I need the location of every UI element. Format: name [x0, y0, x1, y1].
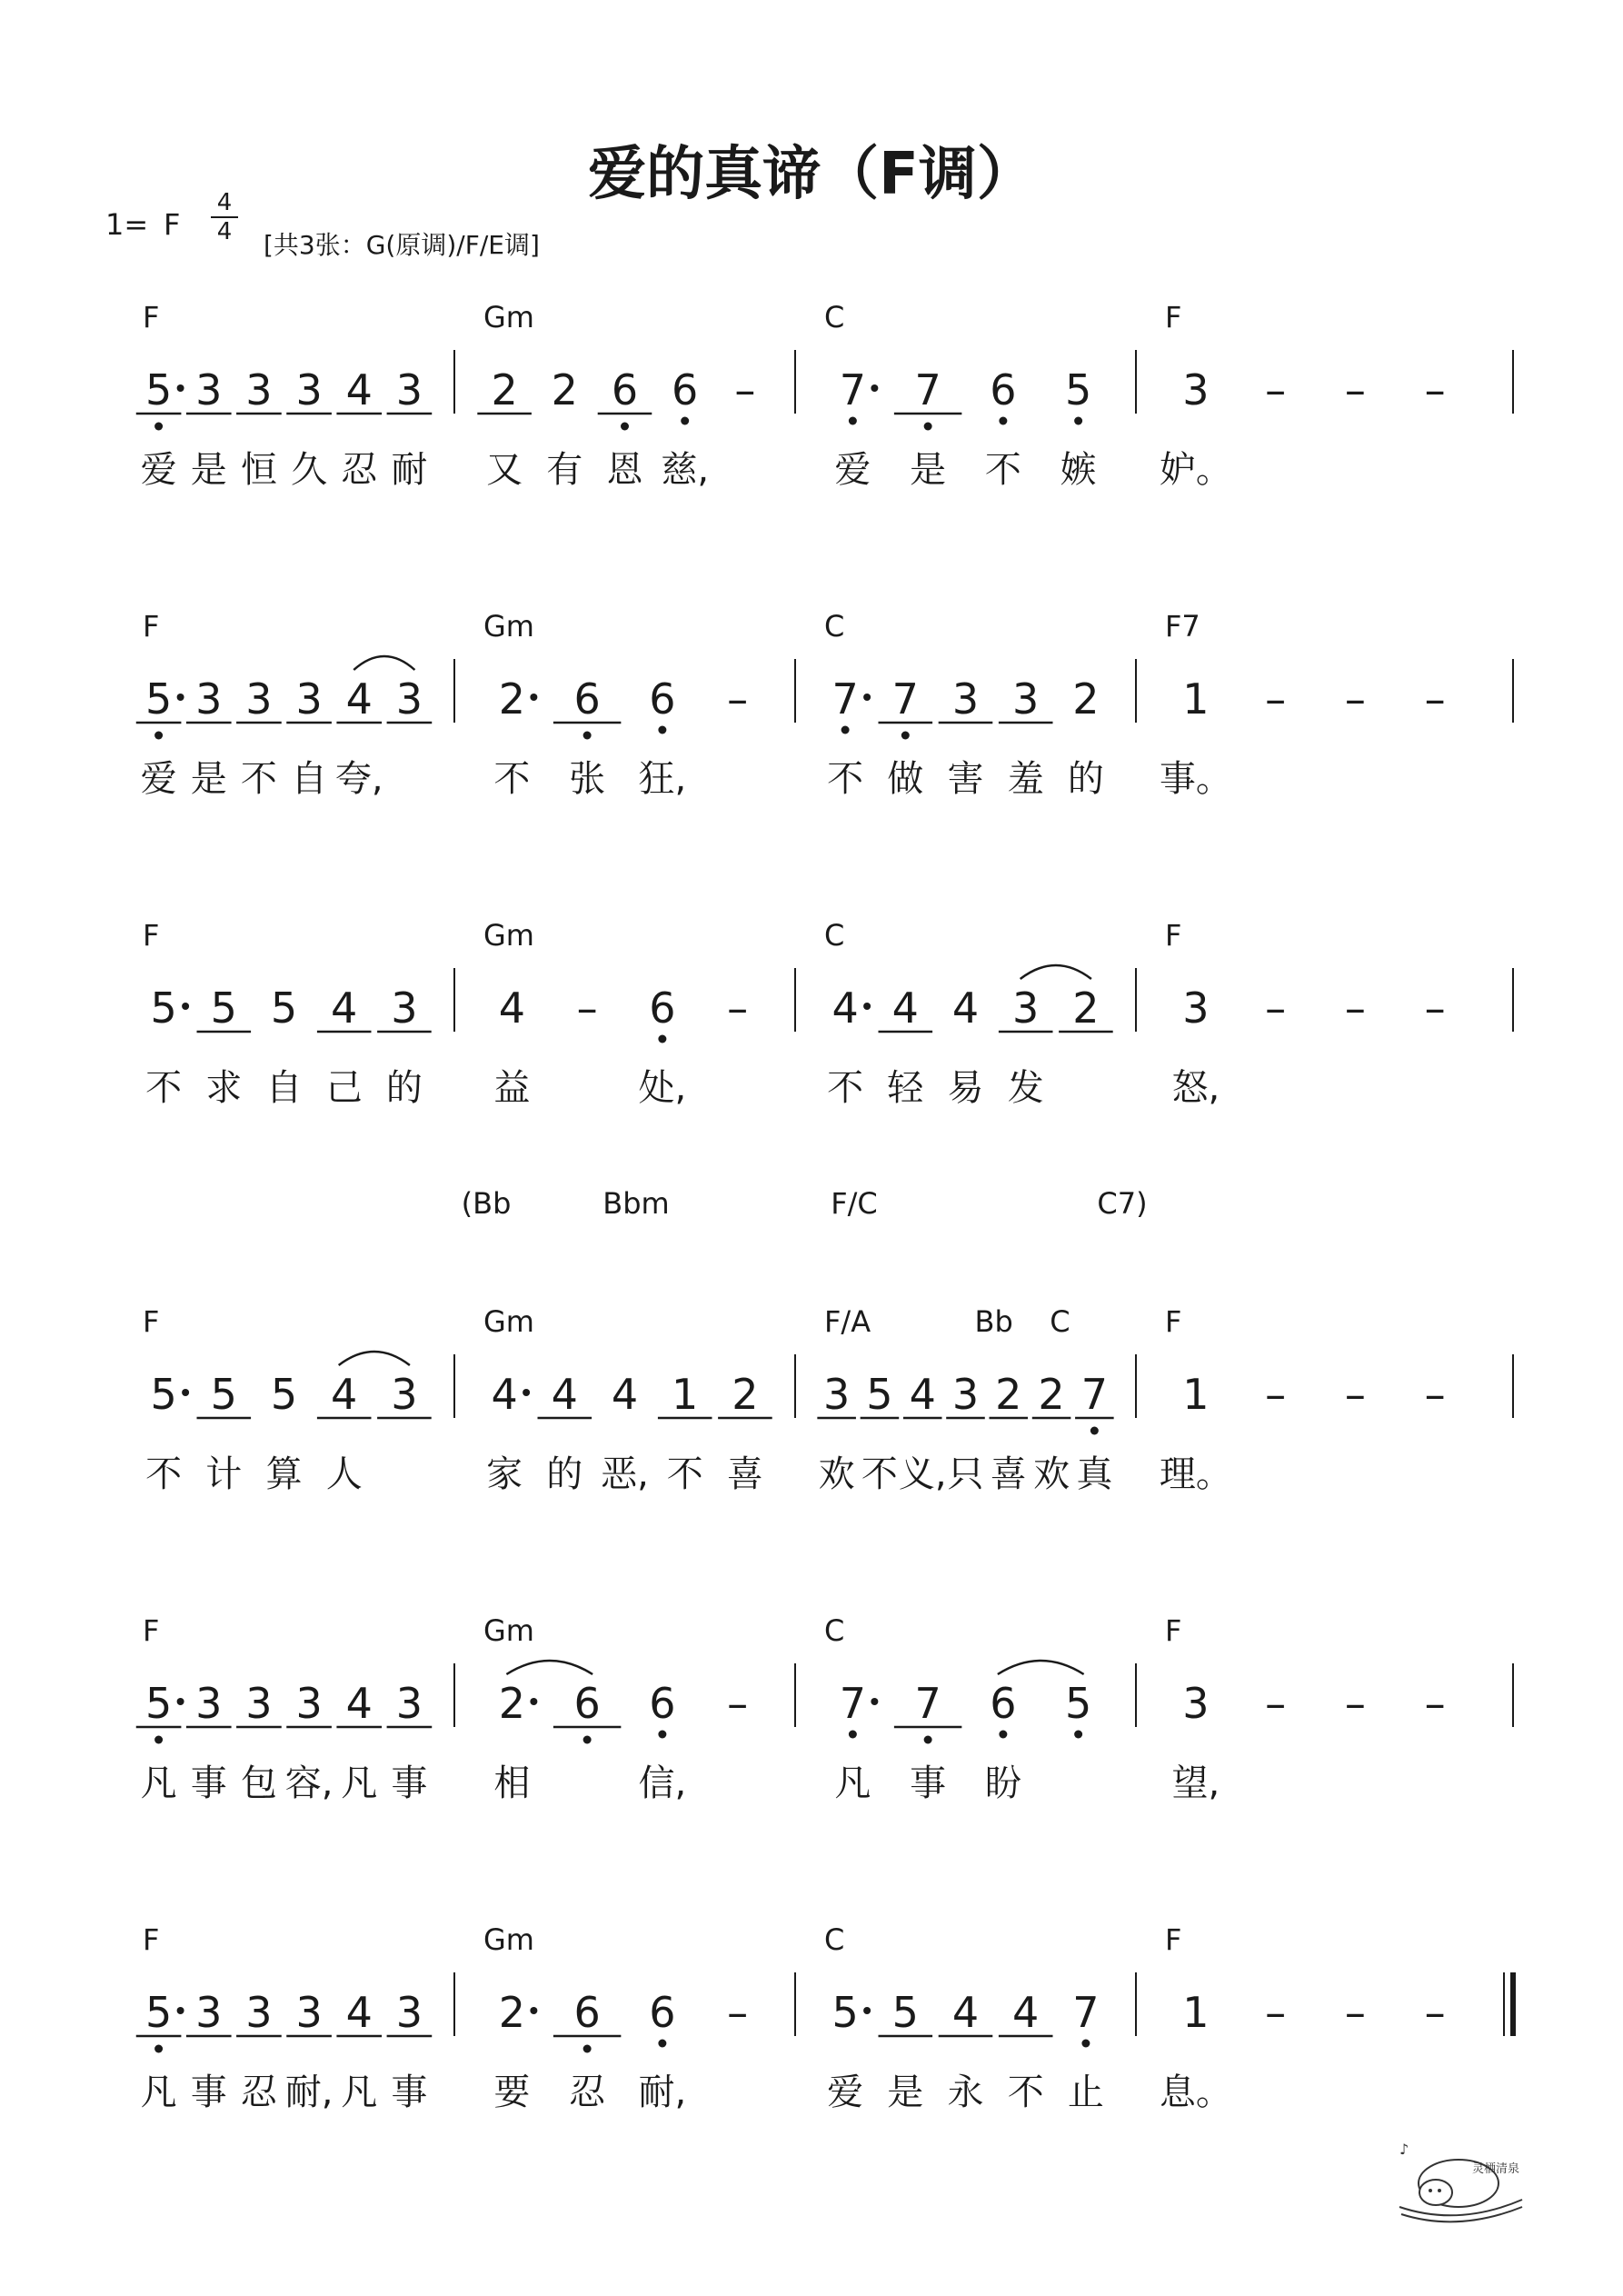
chord-symbol: C — [824, 918, 845, 953]
augmentation-dot — [523, 1389, 530, 1396]
dash: – — [1265, 674, 1287, 724]
lyric: 不 — [827, 758, 864, 800]
lyric: 忍 — [240, 2071, 277, 2113]
note-digit: 4 — [611, 1370, 639, 1419]
lyric: 忍 — [569, 2071, 606, 2113]
chord-symbol: Gm — [483, 1304, 534, 1339]
note-digit: 2 — [1038, 1370, 1065, 1419]
note-digit: 2 — [1072, 674, 1100, 724]
lyric: 不 — [861, 1453, 898, 1495]
note-digit: 3 — [395, 1679, 423, 1728]
lyric: 要 — [493, 2071, 531, 2113]
note-digit: 7 — [914, 365, 941, 414]
lyric: 理。 — [1159, 1453, 1232, 1495]
lyric: 发 — [1007, 1067, 1044, 1109]
note-digit: 3 — [1182, 365, 1210, 414]
lyric: 望, — [1171, 1762, 1220, 1804]
dash: – — [727, 1679, 749, 1728]
note-digit: 6 — [649, 1988, 676, 2037]
note-digit: 4 — [498, 983, 526, 1033]
lyric: 耐 — [391, 449, 428, 491]
dash: – — [727, 674, 749, 724]
augmentation-dot — [863, 1003, 871, 1010]
chord-symbol: C — [824, 300, 845, 334]
note-digit: 3 — [951, 674, 980, 724]
alt-chord: (Bb — [461, 1186, 512, 1221]
lyric: 不 — [145, 1453, 183, 1495]
lyric: 止 — [1067, 2071, 1104, 2113]
note-digit: 6 — [649, 1679, 676, 1728]
note-digit: 3 — [295, 365, 323, 414]
octave-dot — [621, 423, 629, 431]
augmentation-dot — [530, 1698, 537, 1705]
note-digit: 2 — [498, 674, 526, 724]
note-digit: 5 — [150, 1370, 177, 1419]
note-digit: 6 — [573, 1679, 601, 1728]
octave-dot — [154, 1736, 163, 1744]
note-digit: 4 — [951, 1988, 980, 2037]
note-digit: 7 — [831, 674, 859, 724]
dash: – — [727, 1988, 749, 2037]
augmentation-dot — [177, 1698, 184, 1705]
chord-symbol: F — [1165, 1613, 1182, 1648]
note-digit: 6 — [990, 1679, 1017, 1728]
octave-dot — [154, 2045, 163, 2053]
note-digit: 3 — [295, 1679, 323, 1728]
lyric: 夸, — [334, 758, 383, 800]
dash: – — [1265, 1370, 1287, 1419]
augmentation-dot — [177, 694, 184, 701]
note-digit: 4 — [951, 983, 980, 1033]
note-digit: 3 — [391, 1370, 418, 1419]
dash: – — [1424, 983, 1446, 1033]
lyric: 真 — [1076, 1453, 1113, 1495]
note-digit: 5 — [866, 1370, 893, 1419]
lyric: 是 — [190, 758, 227, 800]
lyric: 是 — [887, 2071, 924, 2113]
note-digit: 4 — [491, 1370, 518, 1419]
lyric: 狂, — [638, 758, 687, 800]
note-digit: 5 — [210, 983, 237, 1033]
lyric: 妒。 — [1159, 449, 1232, 491]
slur — [339, 1352, 410, 1365]
lyric: 事 — [391, 2071, 428, 2113]
note-digit: 6 — [649, 983, 676, 1033]
note-digit: 3 — [395, 1988, 423, 2037]
lyric: 己 — [325, 1067, 363, 1109]
lyric: 事。 — [1159, 758, 1232, 800]
lyric: 慈, — [661, 449, 710, 491]
note-digit: 7 — [1072, 1988, 1100, 2037]
lyric: 不 — [493, 758, 531, 800]
chord-symbol: C — [1050, 1304, 1070, 1339]
lyric: 做 — [887, 758, 924, 800]
note-digit: 4 — [345, 1988, 373, 2037]
dash: – — [734, 365, 756, 414]
octave-dot — [901, 732, 910, 740]
lyric: 怒, — [1171, 1067, 1220, 1109]
note-digit: 5 — [144, 674, 173, 724]
lyric: 害 — [947, 758, 984, 800]
lyric: 喜 — [990, 1453, 1027, 1495]
chord-symbol: C — [824, 609, 845, 644]
octave-dot — [849, 1731, 857, 1739]
note-digit: 2 — [732, 1370, 759, 1419]
key-label: 1= — [105, 207, 149, 242]
augmentation-dot — [530, 2007, 537, 2014]
note-digit: 4 — [345, 1679, 373, 1728]
lyric: 不 — [1007, 2071, 1044, 2113]
dash: – — [576, 983, 598, 1033]
octave-dot — [1074, 417, 1082, 425]
note-digit: 3 — [951, 1370, 980, 1419]
chord-symbol: F — [143, 918, 160, 953]
lyric: 人 — [325, 1453, 363, 1495]
octave-dot — [658, 1731, 666, 1739]
key-note: F — [164, 207, 181, 242]
note-digit: 4 — [345, 365, 373, 414]
augmentation-dot — [871, 384, 878, 392]
lyric: 算 — [265, 1453, 303, 1495]
lyric: 又 — [486, 449, 523, 491]
octave-dot — [583, 1736, 592, 1744]
octave-dot — [583, 732, 592, 740]
note-digit: 5 — [150, 983, 177, 1033]
note-digit: 3 — [245, 1679, 273, 1728]
note-digit: 3 — [195, 1988, 223, 2037]
lyric: 是 — [190, 449, 227, 491]
note-digit: 1 — [1182, 674, 1210, 724]
note-digit: 7 — [914, 1679, 941, 1728]
dash: – — [1265, 1679, 1287, 1728]
time-top: 4 — [216, 189, 233, 216]
note-digit: 4 — [331, 983, 358, 1033]
note-digit: 3 — [295, 674, 323, 724]
note-digit: 3 — [245, 1988, 273, 2037]
augmentation-dot — [871, 1698, 878, 1705]
lyric: 羞 — [1007, 758, 1044, 800]
lyric: 处, — [638, 1067, 687, 1109]
lyric: 欢 — [818, 1453, 855, 1495]
lyric: 嫉 — [1060, 449, 1097, 491]
augmentation-dot — [863, 694, 871, 701]
chord-symbol: F7 — [1165, 609, 1200, 644]
octave-dot — [658, 726, 666, 734]
lyric: 欢 — [1033, 1453, 1070, 1495]
note-digit: 7 — [839, 1679, 867, 1728]
octave-dot — [999, 1731, 1007, 1739]
lyric: 张 — [569, 758, 606, 800]
dash: – — [1265, 983, 1287, 1033]
augmentation-dot — [177, 384, 184, 392]
lyric: 耐, — [638, 2071, 687, 2113]
dash: – — [1424, 674, 1446, 724]
slur — [506, 1661, 592, 1674]
octave-dot — [924, 423, 932, 431]
octave-dot — [154, 423, 163, 431]
dash: – — [1424, 1370, 1446, 1419]
dash: – — [1344, 983, 1366, 1033]
note-digit: 1 — [672, 1370, 699, 1419]
chord-symbol: Bb — [974, 1304, 1013, 1339]
system-5 — [136, 1661, 1513, 1744]
system-6 — [136, 1972, 1513, 2053]
dash: – — [727, 983, 749, 1033]
version-note: [共3张：G(原调)/F/E调] — [264, 230, 540, 260]
lyric: 不 — [145, 1067, 183, 1109]
alt-chord: Bbm — [602, 1186, 670, 1221]
octave-dot — [1090, 1427, 1099, 1435]
lyric: 恩 — [606, 449, 643, 491]
lyric: 事 — [190, 1762, 227, 1804]
note-digit: 6 — [573, 1988, 601, 2037]
lyric: 家 — [486, 1453, 523, 1495]
note-digit: 6 — [611, 365, 639, 414]
octave-dot — [841, 726, 850, 734]
note-digit: 5 — [831, 1988, 859, 2037]
lyric: 不 — [984, 449, 1021, 491]
note-digit: 4 — [891, 983, 919, 1033]
note-digit: 3 — [391, 983, 418, 1033]
chord-symbol: F — [143, 609, 160, 644]
octave-dot — [658, 2040, 666, 2048]
lyric: 凡 — [341, 1762, 378, 1804]
note-digit: 5 — [210, 1370, 237, 1419]
lyric: 事 — [190, 2071, 227, 2113]
dash: – — [1344, 674, 1366, 724]
note-digit: 2 — [498, 1679, 526, 1728]
octave-dot — [681, 417, 689, 425]
note-digit: 6 — [573, 674, 601, 724]
lyric: 耐, — [284, 2071, 334, 2113]
note-digit: 3 — [823, 1370, 851, 1419]
lyric: 易 — [947, 1067, 984, 1109]
note-digit: 4 — [345, 674, 373, 724]
lyric: 凡 — [140, 1762, 177, 1804]
lyric: 信, — [638, 1762, 687, 1804]
lyric: 的 — [1067, 758, 1104, 800]
chord-symbol: Gm — [483, 918, 534, 953]
note-digit: 2 — [995, 1370, 1022, 1419]
chord-symbol: C — [824, 1613, 845, 1648]
slur — [1021, 965, 1091, 979]
lyric: 自 — [265, 1067, 303, 1109]
slur — [353, 656, 414, 670]
alt-chord: C7) — [1097, 1186, 1148, 1221]
dash: – — [1265, 365, 1287, 414]
note-digit: 7 — [891, 674, 919, 724]
lyric: 事 — [910, 1762, 947, 1804]
note-digit: 7 — [839, 365, 867, 414]
octave-dot — [583, 2045, 592, 2053]
augmentation-dot — [177, 2007, 184, 2014]
augmentation-dot — [530, 694, 537, 701]
note-digit: 5 — [1064, 365, 1092, 414]
chord-symbol: Gm — [483, 1922, 534, 1957]
lyric: 不 — [240, 758, 277, 800]
chord-symbol: Gm — [483, 300, 534, 334]
note-digit: 3 — [395, 674, 423, 724]
lyric: 相 — [493, 1762, 531, 1804]
note-digit: 2 — [491, 365, 518, 414]
note-digit: 3 — [245, 365, 273, 414]
svg-text:♪: ♪ — [1399, 2141, 1409, 2158]
chord-symbol: F — [143, 1922, 160, 1957]
lyric: 息。 — [1159, 2071, 1232, 2113]
alt-chord: F/C — [831, 1186, 878, 1221]
time-bottom: 4 — [216, 218, 233, 245]
lyric: 义, — [898, 1453, 947, 1495]
augmentation-dot — [182, 1389, 189, 1396]
lyric: 喜 — [726, 1453, 763, 1495]
note-digit: 3 — [1012, 983, 1040, 1033]
lyric: 计 — [205, 1453, 243, 1495]
dash: – — [1344, 1370, 1366, 1419]
dash: – — [1424, 1988, 1446, 2037]
page-title: 爱的真谛（F调） — [588, 141, 1035, 208]
note-digit: 4 — [331, 1370, 358, 1419]
lyric: 有 — [546, 449, 583, 491]
lyric: 凡 — [834, 1762, 871, 1804]
note-digit: 6 — [649, 674, 676, 724]
lyric: 不 — [827, 1067, 864, 1109]
note-digit: 5 — [891, 1988, 919, 2037]
octave-dot — [999, 417, 1007, 425]
lyric: 益 — [493, 1067, 531, 1109]
lyric: 爱 — [834, 449, 871, 491]
lyric: 求 — [205, 1067, 243, 1109]
augmentation-dot — [182, 1003, 189, 1010]
octave-dot — [849, 417, 857, 425]
octave-dot — [658, 1035, 666, 1043]
logo-text: 灵栖清泉 — [1472, 2162, 1520, 2176]
dash: – — [1344, 365, 1366, 414]
note-digit: 5 — [270, 983, 298, 1033]
chord-symbol: F/A — [824, 1304, 871, 1339]
lyric: 爱 — [140, 758, 177, 800]
note-digit: 7 — [1080, 1370, 1108, 1419]
note-digit: 4 — [551, 1370, 578, 1419]
lyric: 是 — [910, 449, 947, 491]
note-digit: 3 — [195, 365, 223, 414]
chord-symbol: C — [824, 1922, 845, 1957]
chord-symbol: F — [1165, 1922, 1182, 1957]
note-digit: 2 — [1072, 983, 1100, 1033]
slur — [998, 1661, 1084, 1674]
note-digit: 5 — [270, 1370, 298, 1419]
dash: – — [1265, 1988, 1287, 2037]
chord-symbol: F — [1165, 300, 1182, 334]
lyric: 包 — [240, 1762, 277, 1804]
sheep-icon — [1390, 2136, 1527, 2227]
lyric: 久 — [291, 449, 328, 491]
lyric: 不 — [666, 1453, 703, 1495]
note-digit: 3 — [295, 1988, 323, 2037]
chord-symbol: Gm — [483, 609, 534, 644]
note-digit: 5 — [144, 365, 173, 414]
chord-symbol: F — [143, 300, 160, 334]
note-digit: 3 — [195, 674, 223, 724]
octave-dot — [154, 732, 163, 740]
note-digit: 3 — [395, 365, 423, 414]
note-digit: 4 — [909, 1370, 936, 1419]
octave-dot — [924, 1736, 932, 1744]
octave-dot — [1081, 2040, 1090, 2048]
note-digit: 4 — [1012, 1988, 1040, 2037]
lyric: 凡 — [341, 2071, 378, 2113]
note-digit: 5 — [144, 1988, 173, 2037]
lyric: 盼 — [984, 1762, 1021, 1804]
lyric: 容, — [284, 1762, 334, 1804]
lyric: 永 — [947, 2071, 984, 2113]
chord-symbol: F — [1165, 918, 1182, 953]
octave-dot — [1074, 1731, 1082, 1739]
note-digit: 4 — [831, 983, 859, 1033]
lyric: 轻 — [887, 1067, 924, 1109]
note-digit: 5 — [144, 1679, 173, 1728]
lyric: 凡 — [140, 2071, 177, 2113]
system-1 — [136, 350, 1513, 431]
chord-symbol: F — [143, 1613, 160, 1648]
system-2 — [136, 656, 1513, 740]
note-digit: 5 — [1064, 1679, 1092, 1728]
chord-symbol: Gm — [483, 1613, 534, 1648]
note-digit: 3 — [195, 1679, 223, 1728]
note-digit: 3 — [1182, 983, 1210, 1033]
lyric: 爱 — [827, 2071, 864, 2113]
dash: – — [1344, 1988, 1366, 2037]
lyric: 的 — [385, 1067, 423, 1109]
note-digit: 3 — [1182, 1679, 1210, 1728]
lyric: 恶, — [601, 1453, 649, 1495]
augmentation-dot — [863, 2007, 871, 2014]
dash: – — [1424, 1679, 1446, 1728]
chord-symbol: F — [143, 1304, 160, 1339]
note-digit: 3 — [245, 674, 273, 724]
note-digit: 1 — [1182, 1988, 1210, 2037]
note-digit: 2 — [551, 365, 578, 414]
note-digit: 2 — [498, 1988, 526, 2037]
dash: – — [1424, 365, 1446, 414]
lyric: 自 — [291, 758, 328, 800]
note-digit: 1 — [1182, 1370, 1210, 1419]
dash: – — [1344, 1679, 1366, 1728]
note-digit: 6 — [672, 365, 699, 414]
lyric: 只 — [947, 1453, 984, 1495]
note-digit: 3 — [1012, 674, 1040, 724]
lyric: 事 — [391, 1762, 428, 1804]
lyric: 的 — [546, 1453, 583, 1495]
lyric: 忍 — [341, 449, 378, 491]
lyric: 恒 — [240, 449, 277, 491]
lyric: 爱 — [140, 449, 177, 491]
note-digit: 6 — [990, 365, 1017, 414]
chord-symbol: F — [1165, 1304, 1182, 1339]
